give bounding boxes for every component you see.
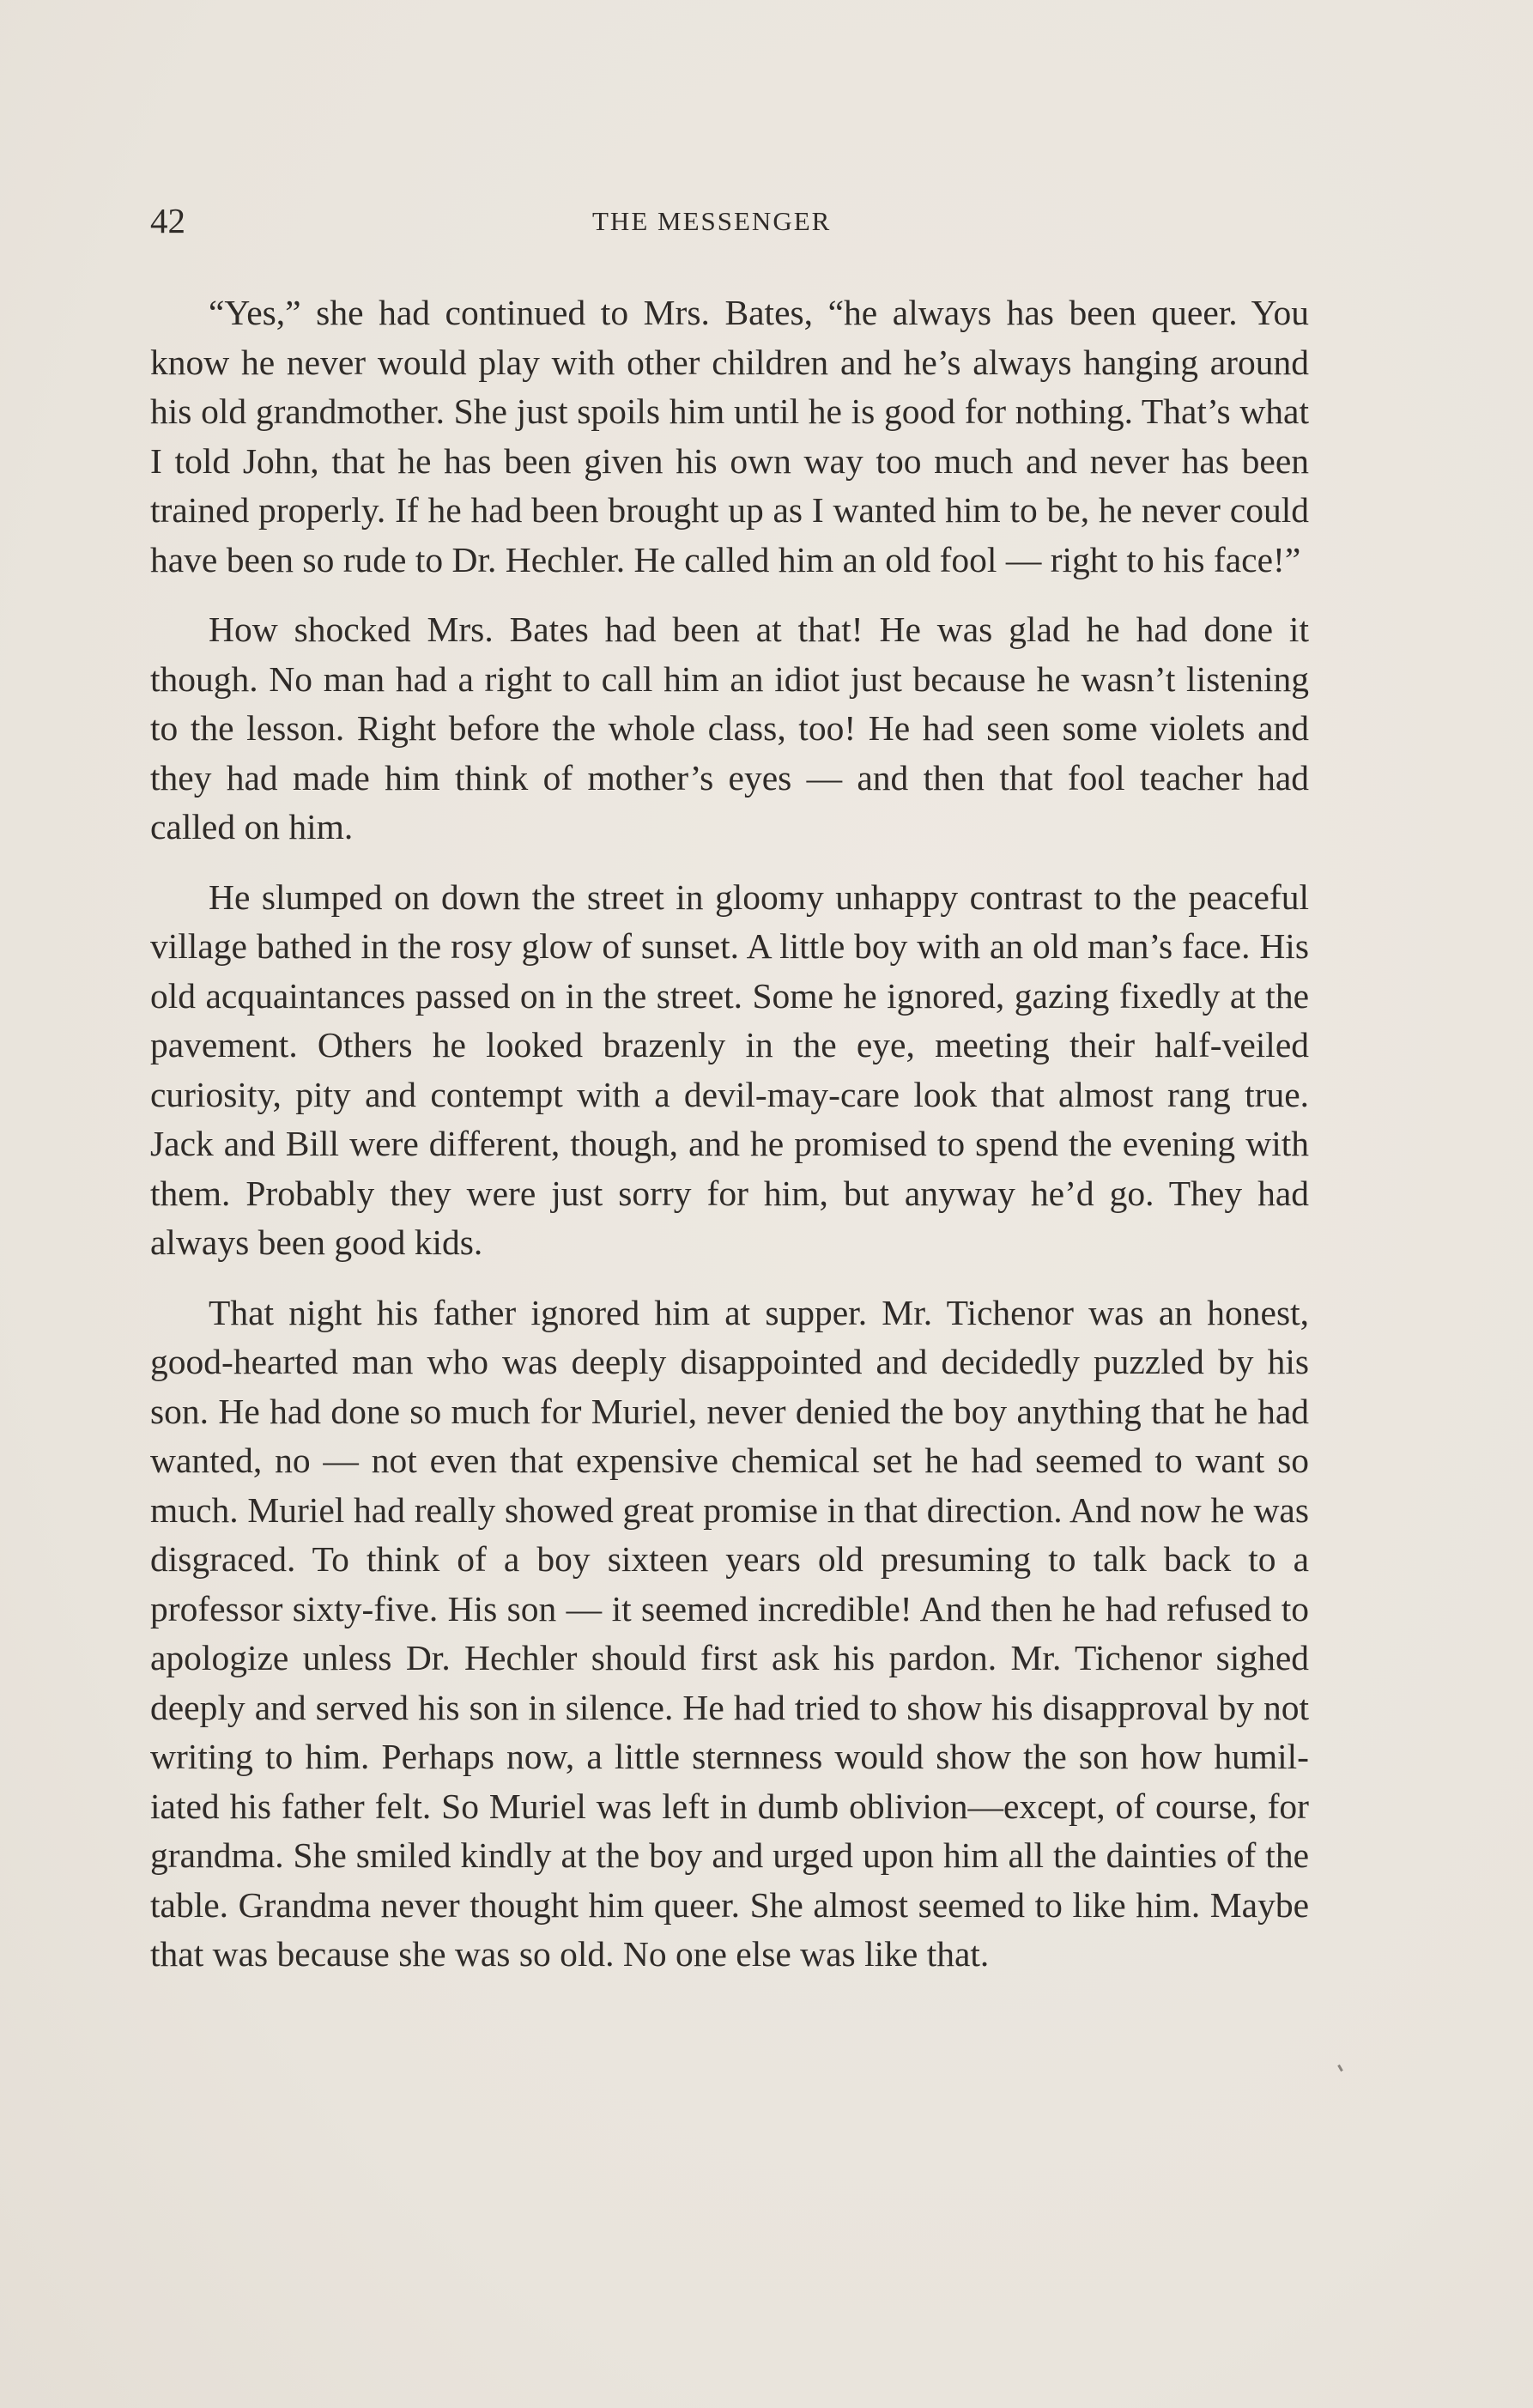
paragraph-3: He slumped on down the street in gloomy unhappy contrast to the peaceful village bathed in the rosy glow of sunset. A little boy with an old man’s face. His old acquaintances passed on in the street. Some he ignored, gazing fixedly at the pavement. Others he looked brazenly in the eye, meeting their half-veiled curiosity, pity and contempt with a devil-may-care look that almost rang true. Jack and Bill were different, though, and he promised to spend the evening with them. Probably they were just sorry for him, but anyway he’d go. They had always been good kids.	[150, 876, 1309, 1262]
paragraph-1: “Yes,” she had continued to Mrs. Bates, “he always has been queer. You know he never would play with other children and he’s always hanging around his old grandmother. She just spoils him until he is good for nothing. That’s what I told John, that he has been given his own way too much and never has been trained properly. If he had been brought up as I wanted him to be, he never could have been so rude to Dr. Hechler. He called him an old fool — right to his face!”	[150, 293, 1309, 579]
paragraph-4: That night his father ignored him at supper. Mr. Tichenor was an honest, good-hearted man who was deeply disappointed and decidedly puzzled by his son. He had done so much for Muriel, never denied the boy anything that he had wanted, no — not even that expensive chemical set he had seemed to want so much. Muriel had really showed great promise in that direction. And now he was disgraced. To think of a boy sixteen years old presuming to talk back to a professor sixty-five. His son — it seemed incredible! And then he had refused to apologize unless Dr. Hechler should first ask his pardon. Mr. Tichenor sighed deeply and served his son in silence. He had tried to show his disapproval by not writing to him. Perhaps now, a little sternness would show the son how humiliated his father felt. So Muriel was left in dumb oblivion—except, of course, for grandma. She smiled kindly at the boy and urged upon him all the dainties of the table. Grandma never thought him queer. She almost seemed to like him. Maybe that was because she was so old. No one else was like that.	[150, 1292, 1309, 1974]
page-number: 42	[150, 201, 185, 240]
page-header	[150, 199, 1309, 242]
stray-ink-mark	[1337, 2065, 1343, 2071]
running-title: THE MESSENGER	[592, 206, 832, 236]
paragraph-2: How shocked Mrs. Bates had been at that! He was glad he had done it though. No man had a right to call him an idiot just because he wasn’t listening to the lesson. Right before the whole class, too! He had seen some violets and they had made him think of mother’s eyes — and then that fool teacher had called on him.	[150, 610, 1309, 846]
body-text	[150, 288, 1309, 1980]
